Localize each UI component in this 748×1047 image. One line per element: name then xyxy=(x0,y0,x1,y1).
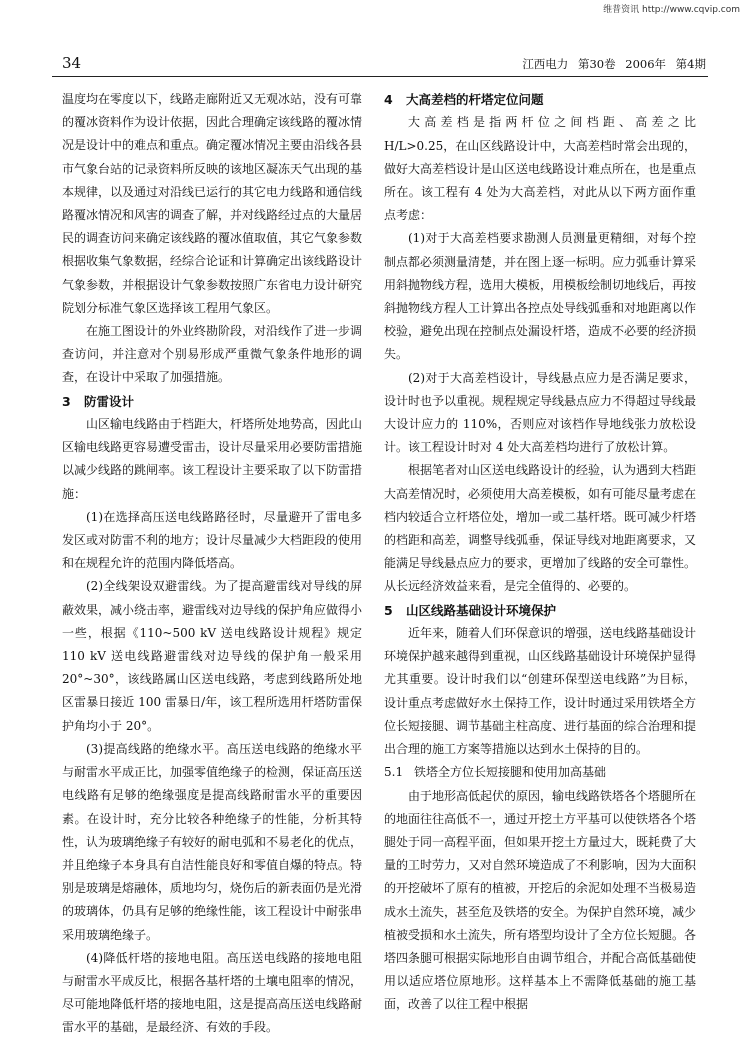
section-title: 山区线路基础设计环境保护 xyxy=(406,602,557,618)
page-header xyxy=(52,52,708,77)
section-heading-lightning xyxy=(62,390,362,413)
section-number: 4 xyxy=(384,92,393,107)
paragraph: (2)对于大高差档设计，导线悬点应力是否满足要求，设计时也予以重视。规程规定导线悬点应力不得超过导线最大设计应力的 110%，否则应对该档作导地线张力放松设计。该工程设计时对 4 处大高差档均进行了放松计算。 xyxy=(384,370,697,455)
right-column xyxy=(384,88,696,1017)
section-number: 3 xyxy=(62,393,71,409)
subsection-heading xyxy=(384,761,696,784)
paragraph: 大高差档是指两杆位之间档距、高差之比 H/L>0.25，在山区线路设计中，大高差档时常会出现的，做好大高差档设计是山区送电线路设计难点所在，也是重点所在。该工程有 4 处为大高差档，对此从以下两方面作重点考虑： xyxy=(384,115,697,223)
paragraph: 由于地形高低起伏的原因，输电线路铁塔各个塔腿所在的地面往往高低不一，通过开挖土方平基可以使铁塔各个塔腿处于同一高程平面，但如果开挖土方量过大，既耗费了大量的工时劳力，又对自然环境造成了不利影响，因为大面积的开挖破坏了原有的植被，开挖后的余泥如处理不当极易造成水土流失，甚至危及铁塔的安全。为保护自然环境，减少植被受损和水土流失，所有塔型均设计了全方位长短腿。各塔四条腿可根据实际地形自由调节组合，并配合高低基础使用以适应塔位原地形。这样基本上不需降低基础的施工基面，改善了以往工程中根据 xyxy=(384,788,697,1012)
paragraph: 在施工图设计的外业终勘阶段，对沿线作了进一步调查访问，并注意对个别易形成严重微气象条件地形的调查，在设计中采取了加强措施。 xyxy=(62,324,363,385)
section-heading-tower-location xyxy=(384,88,696,111)
paragraph: (3)提高线路的绝缘水平。高压送电线路的绝缘水平与耐雷水平成正比，加强零值绝缘子的检测，保证高压送电线路有足够的绝缘强度是提高线路耐雷水平的重要因素。在设计时，充分比较各种绝缘子的性能，分析其特性，认为玻璃绝缘子有较好的耐电弧和不易老化的优点，并且绝缘子本身具有自洁性能良好和零值自爆的特点。特别是玻璃是熔融体，质地均匀，烧伤后的新表面仍是光滑的玻璃体，仍具有足够的绝缘性能，该工程设计中耐张串采用玻璃绝缘子。 xyxy=(62,741,363,942)
subsection-number: 5.1 xyxy=(384,765,404,780)
paragraph: (2)全线架设双避雷线。为了提高避雷线对导线的屏蔽效果，减小绕击率，避雷线对边导线的保护角应做得小一些，根据《110~500 kV 送电线路设计规程》规定 110 kV 送电线路避雷线对边导线的保护角一般采用 20°~30°，该线路属山区送电线路，考虑到线路所处地区雷暴日接近 100 雷暴日/年，该工程所选用杆塔防雷保护角均小于 20°。 xyxy=(62,579,363,733)
paragraph: (1)在选择高压送电线路路径时，尽量避开了雷电多发区或对防雷不利的地方；设计尽量减少大档距段的使用和在规程允许的范围内降低塔高。 xyxy=(62,509,363,571)
journal-info: 江西电力 第30卷 2006年 第4期 xyxy=(522,57,706,71)
section-title: 防雷设计 xyxy=(84,393,135,409)
section-heading-environment xyxy=(384,599,696,622)
page-number: 34 xyxy=(62,54,82,72)
paragraph: 近年来，随着人们环保意识的增强，送电线路基础设计环境保护越来越得到重视，山区线路基础设计环境保护显得尤其重要。设计时我们以“创建环保型送电线路”为目标，设计重点考虑做好水土保持工作，设计时通过采用铁塔全方位长短接腿、调节基础主柱高度、进行基面的综合治理和提出合理的施工方案等措施以达到水土保持的目的。 xyxy=(384,626,697,757)
section-title: 大高差档的杆塔定位问题 xyxy=(406,92,544,107)
paragraph: (4)降低杆塔的接地电阻。高压送电线路的接地电阻与耐雷水平成反比，根据各基杆塔的土壤电阻率的情况，尽可能地降低杆塔的接地电阻，这是提高高压送电线路耐雷水平的基础，是最经济、有效的手段。 xyxy=(62,950,363,1035)
subsection-title: 铁塔全方位长短接腿和使用加高基础 xyxy=(414,765,607,780)
paragraph: 温度均在零度以下，线路走廊附近又无观冰站，没有可靠的覆冰资料作为设计依据，因此合理确定该线路的覆冰情况是设计中的难点和重点。确定覆冰情况主要由沿线各县市气象台站的记录资料所反映的该地区凝冻天气出现的基本规律，以及通过对沿线已运行的其它电力线路和通信线路覆冰情况和风害的调查了解，并对线路经过点的大量居民的调查访问来确定该线路的覆冰值取值，其它气象参数根据收集气象数据，经综合论证和计算确定出该线路设计气象参数，并根据设计气象参数按照广东省电力设计研究院划分标准气象区选择该工程用气象区。 xyxy=(62,92,363,315)
left-column xyxy=(62,88,362,1040)
paragraph: 根据笔者对山区送电线路设计的经验，认为遇到大档距大高差情况时，必须使用大高差模板，如有可能尽量考虑在档内较适合立杆塔位处，增加一或二基杆塔。既可减少杆塔的档距和高差，调整导线弧垂，保证导线对地距离要求，又能满足导线悬点应力的要求，更增加了线路的安全可靠性。从长远经济效益来看，是完全值得的、必要的。 xyxy=(384,463,697,594)
section-number: 5 xyxy=(384,602,393,618)
watermark: 维普资讯 http://www.cqvip.com xyxy=(603,5,740,15)
paragraph: 山区输电线路由于档距大，杆塔所处地势高，因此山区输电线路更容易遭受雷击，设计尽量采用必要防雷措施以减少线路的跳闸率。该工程设计主要采取了以下防雷措施： xyxy=(62,417,363,501)
paragraph: (1)对于大高差档要求勘测人员测量更精细，对每个控制点都必须测量清楚，并在图上逐一标明。应力弧垂计算采用斜抛物线方程，选用大模板，用模板绘制切地线后，再按斜抛物线方程人工计算出各控点处导线弧垂和对地距离以作校验，避免出现在控制点处漏设杆塔，造成不必要的经济损失。 xyxy=(384,231,697,362)
